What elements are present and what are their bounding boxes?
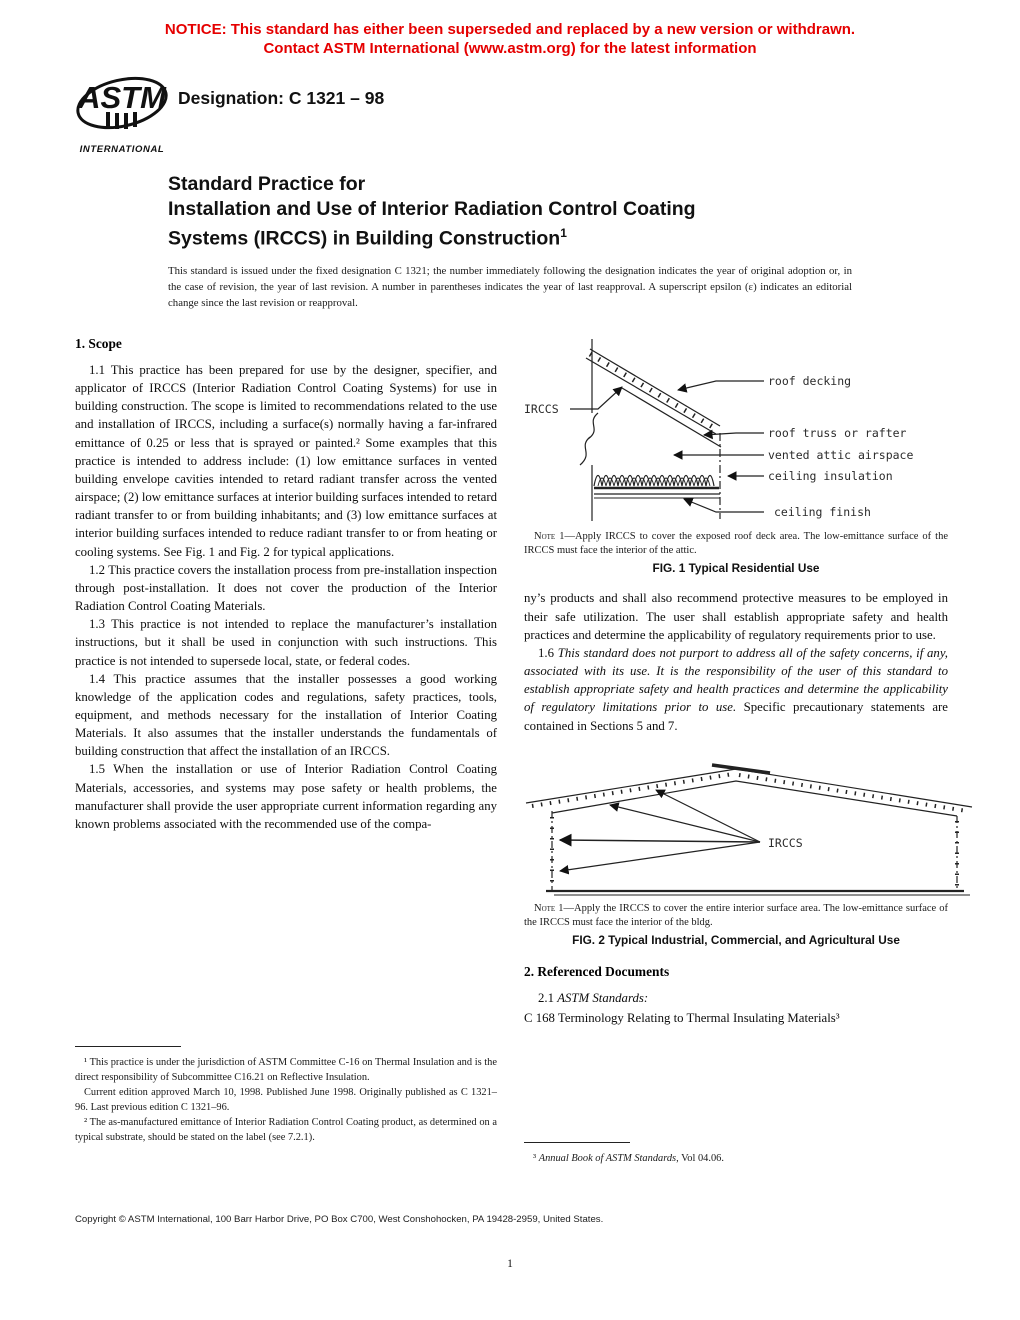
footnote-rule-left [75,1046,181,1047]
paragraph-2-1: 2.1 ASTM Standards: [538,991,649,1006]
footnote-3: ³ Annual Book of ASTM Standards, Vol 04.06. [533,1153,724,1164]
ceiling-insulation-batt [594,476,719,489]
title-footnote-marker: 1 [560,226,567,240]
left-footnotes [75,1046,497,1146]
astm-standards-italic: ASTM Standards: [557,991,649,1006]
footnote-3-italic: Annual Book of ASTM Standards, [538,1153,679,1164]
building-floor [546,891,970,895]
building-roof [526,765,972,816]
fig1-caption: FIG. 1 Typical Residential Use [652,561,820,576]
referenced-standard-c168: C 168 Terminology Relating to Thermal Insulating Materials³ [524,1011,840,1026]
fig1-label-attic-airspace: vented attic airspace [768,448,914,462]
title-line-3: Systems (IRCCS) in Building Construction$^1$ [168,226,567,250]
designation-text: Designation: C 1321 – 98 [178,88,385,108]
logo-astm-text: ASTM [78,80,166,115]
astm-logo [72,72,172,155]
fig2-note-label: Note 1— [534,902,574,914]
fig1-label-roof-decking: roof decking [768,374,852,388]
fig1-label-roof-truss: roof truss or rafter [768,426,907,440]
title-line-1: Standard Practice for [168,173,366,195]
page-number: 1 [507,1258,513,1270]
logo-international-text: INTERNATIONAL [79,144,165,155]
roof-decking-lines [586,349,721,447]
paragraph-1-5-continued: ny’s products and shall also recommend protective measures to be employed in their safe utilization. The user shall establish appropriate safety and health practices and determine the applicability of regulatory requirements prior to use. [524,591,948,642]
paragraph-1-2: 1.2 This practice covers the installation process from pre-installation inspection through post-installation. It does not cover the production of the Interior Radiation Control Coating Materials. [75,562,497,614]
ceiling-finish-lines [594,494,720,498]
footnote-rule-right [524,1142,630,1143]
fig2-caption: FIG. 2 Typical Industrial, Commercial, and Agricultural Use [572,933,900,948]
right-column [524,330,948,1027]
title-line-2: Installation and Use of Interior Radiation Control Coating [168,197,696,220]
paragraph-1-5: 1.5 When the installation or use of Interior Radiation Control Coating Materials, accessories, and systems may pose safety or health problems, the manufacturer shall provide the user appropriate current information regarding any known problems associated with the recommended use of the compa- [75,762,497,831]
fig1-residential-diagram [524,333,948,525]
building-walls [552,811,957,891]
copyright-line: Copyright © ASTM International, 100 Barr Harbor Drive, PO Box C700, West Conshohocken, PA 19428-2959, United States. [75,1214,604,1225]
referenced-documents-section [524,964,948,1027]
footnote-1b: Current edition approved March 10, 1998. Published June 1998. Originally published as C 1321–96. Last previous edition C 1321–96. [75,1087,497,1113]
paragraph-1-6-italic: This standard does not purport to address all of the safety concerns, if any, associated with its use. It is the responsibility of the user of this standard to establish appropriate safety and health practices and determine the applicability of regulatory limitations prior to use. [524,645,948,715]
superseded-notice [0,20,1020,58]
fig1-note-label: Note 1— [534,531,575,542]
issued-statement: This standard is issued under the fixed designation C 1321; the number immediately following the designation indicates the year of original adoption or, in the case of revision, the year of last revision. A number in parentheses indicates the year of last reapproval. A superscript epsilon (ε) indicates an editorial change since the last revision or reapproval. [168,265,852,309]
paragraph-1-3: 1.3 This practice is not intended to replace the manufacturer’s installation instructions, but it shall be used in conjunction with such instructions. This practice is not intended to supersede local, state, or federal codes. [75,617,497,668]
fig2-industrial-diagram [524,745,976,897]
paragraph-1-6: 1.6 This standard does not purport to address all of the safety concerns, if any, associated with its use. It is the responsibility of the user of this standard to establish appropriate safety and health practices and determine the applicability of regulatory limitations prior to use. Specific precautionary statements are contained in Sections 5 and 7. [524,645,948,733]
notice-line-1: NOTICE: This standard has either been superseded and replaced by a new version or withdrawn. [164,21,856,38]
fig1-label-irccs: IRCCS [524,402,559,416]
notice-line-2: Contact ASTM International (www.astm.org) for the latest information [263,40,757,57]
document-title [168,172,888,251]
irccs-arrows [560,790,760,871]
paragraph-1-1: 1.1 This practice has been prepared for use by the designer, specifier, and applicator of IRCCS (Interior Radiation Control Coating Systems) for use in building construction. The scope is limited to recommendations related to the use and installation of IRCCS, including a surface(s) normally having a far-infrared emittance of 0.25 or less that is sprayed or painted.² Some examples that this practice is intended to address include: (1) low emittance surfaces in vented building envelope cavities intended to retard radiant transfer across the vented airspace; (2) low emittance surfaces at interior building surfaces intended to retard radiant transfer to or from building inhabitants; and (3) low emittance surfaces at interior building surfaces intended to reduce radiant transfer to or from heating or cooling systems. See Fig. 1 and Fig. 2 for typical applications. [75,363,497,559]
paragraph-1-4: 1.4 This practice assumes that the installer possesses a good working knowledge of the application codes and regulations, safety practices, tools, equipment, and methods necessary for the installation of Interior Coating Materials. It also assumes that the installer understands the fundamentals of building construction that affect the installation of an IRCCS. [75,671,497,759]
fig1-label-ceiling-insulation: ceiling insulation [768,469,893,483]
section-1-heading: 1. Scope [75,336,122,351]
footnote-1: ¹ This practice is under the jurisdiction of ASTM Committee C-16 on Thermal Insulation and is the direct responsibility of Subcommittee C16.21 on Reflective Insulation. [75,1057,497,1083]
left-column [75,336,497,833]
section-2-heading: 2. Referenced Documents [524,964,670,980]
right-footnote [524,1142,948,1167]
astm-logo-icon [74,72,170,138]
fig2-label-irccs: IRCCS [768,835,803,850]
footnote-2: ² The as-manufactured emittance of Interior Radiation Control Coating product, as determined on a typical substrate, should be stated on the label (see 7.2.1). [75,1117,497,1143]
fig1-note: Note 1—Apply IRCCS to cover the exposed roof deck area. The low-emittance surface of the IRCCS must face the interior of the attic. [524,531,948,557]
fig1-label-ceiling-finish: ceiling finish [774,505,871,519]
right-paragraphs [524,589,948,734]
fig2-note: Note 1—Apply the IRCCS to cover the entire interior surface area. The low-emittance surface of the IRCCS must face the interior of the bldg. [524,902,948,928]
